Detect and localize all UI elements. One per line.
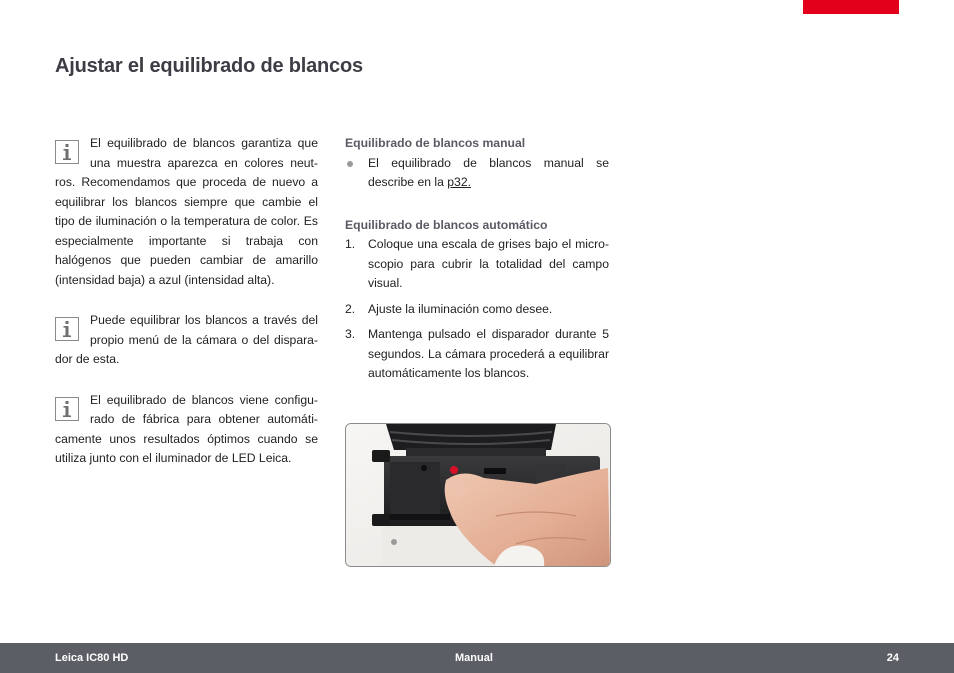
footer-document-type: Manual [455,652,493,664]
info-icon [55,140,79,164]
automatic-heading: Equilibrado de blancos automático [345,217,548,232]
header-accent-tab [803,0,899,14]
step-text: Mantenga pulsado el disparador durante 5 segundos. La cámara procederá a equilibrar automáticamente los blancos. [368,327,609,380]
step-text: Ajuste la iluminación como desee. [368,301,553,316]
step-item [345,325,609,384]
info-note-text: Puede equilibrar los blancos a través del propio menú de la cámara o del dispara-dor de esta. [55,313,318,366]
camera-trigger-photo [345,423,611,567]
step-text: Coloque una escala de grises bajo el micro-scopio para cubrir la totalidad del campo visual. [368,237,609,290]
info-icon [55,397,79,421]
bullet-icon [347,161,353,167]
step-item [345,235,609,294]
manual-heading: Equilibrado de blancos manual [345,136,526,150]
step-number: 3. [345,327,356,341]
camera-photo-illustration [346,424,610,566]
info-icon [55,317,79,341]
step-item [345,300,609,320]
step-number: 2. [345,301,356,316]
info-note [55,311,318,370]
footer-product-name: Leica IC80 HD [55,652,129,664]
footer-page-number: 24 [886,652,899,664]
info-note-text: El equilibrado de blancos garantiza que una muestra aparezca en colores neut-ros. Recomendamos que proceda de nuevo a equilibrar los blancos siempre que cambie el tipo de iluminación o la temperatura de color. Es especialmente importante si trabaja con halógenos que pueden cambiar de amarillo (intensidad baja) a azul (intensidad alta). [55,136,318,287]
manual-bullet-text: El equilibrado de blancos manual se describe en la [368,155,609,189]
step-number: 1. [345,237,356,251]
manual-bullet [345,154,609,193]
page-title: Ajustar el equilibrado de blancos [55,55,363,77]
info-note-text: El equilibrado de blancos viene configu-rado de fábrica para obtener automáti-camente unos resultados óptimos cuando se utiliza junto con el iluminador de LED Leica. [55,392,318,465]
instructions-column [345,134,609,384]
page-footer [0,643,954,673]
page-reference-link[interactable]: p32. [447,175,472,189]
notes-column [55,134,318,469]
info-note [55,134,318,290]
info-note [55,391,318,469]
